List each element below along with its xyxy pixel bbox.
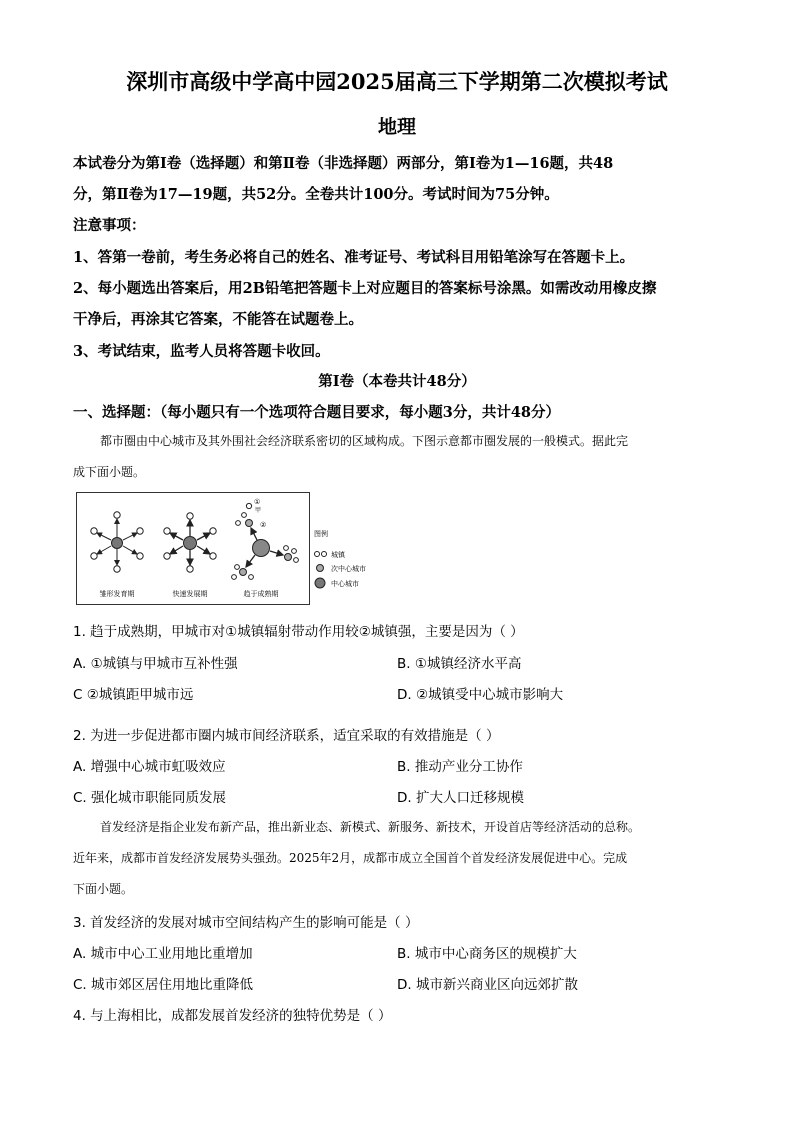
notice-2b: 干净后，再涂其它答案，不能答在试题卷上。 — [73, 311, 363, 328]
q3-stem: 3. 首发经济的发展对城市空间结构产生的影响可能是（ ） — [73, 915, 419, 931]
legend-center-symbol — [315, 578, 325, 588]
mark-1: ① — [254, 498, 261, 506]
q2-option-c: C. 强化城市职能同质发展 — [73, 790, 227, 806]
notice-1: 1、答第一卷前，考生务必将自己的姓名、准考证号、考试科目用铅笔涂写在答题卡上。 — [73, 249, 635, 266]
legend-town-symbol — [315, 552, 320, 557]
q3-option-c: C. 城市郊区居住用地比重降低 — [73, 977, 254, 993]
stage1-label: 雏形发育期 — [99, 590, 135, 598]
q2-option-a: A. 增强中心城市虹吸效应 — [73, 759, 226, 775]
legend-center: 中心城市 — [331, 580, 359, 588]
legend-town: 城镇 — [331, 551, 345, 559]
q1-option-b: B. ①城镇经济水平高 — [397, 656, 522, 672]
section-heading: 一、选择题：（每小题只有一个选项符合题目要求，每小题3分，共计48分） — [73, 404, 561, 421]
q2-stem: 2. 为进一步促进都市圈内城市间经济联系，适宜采取的有效措施是（ ） — [73, 728, 500, 744]
part1-heading: 第Ⅰ卷（本卷共计48分） — [318, 373, 476, 390]
passage2-line-3: 下面小题。 — [73, 882, 134, 896]
exam-title: 深圳市高级中学高中园2025届高三下学期第二次模拟考试 — [126, 69, 668, 94]
passage2-line-2: 近年来，成都市首发经济发展势头强劲。2025年2月，成都市成立全国首个首发经济发展促进中心。完成 — [73, 851, 628, 865]
stage3-diagram — [232, 503, 299, 579]
notice-2a: 2、每小题选出答案后，用2B铅笔把答题卡上对应题目的答案标号涂黑。如需改动用橡皮擦 — [73, 280, 657, 297]
q2-option-b: B. 推动产业分工协作 — [397, 759, 523, 775]
stage2-diagram — [164, 513, 216, 572]
legend-sub-symbol — [317, 565, 324, 572]
exam-subject: 地理 — [377, 116, 416, 138]
notice-title: 注意事项： — [73, 217, 146, 234]
intro-line-2: 分，第Ⅱ卷为17—19题，共52分。全卷共计100分。考试时间为75分钟。 — [73, 186, 559, 203]
q3-option-a: A. 城市中心工业用地比重增加 — [73, 946, 253, 962]
q3-option-d: D. 城市新兴商业区向远郊扩散 — [397, 977, 578, 993]
metro-area-figure — [76, 492, 310, 605]
legend-sub: 次中心城市 — [331, 565, 366, 573]
legend-title: 图例 — [314, 530, 328, 538]
intro-line-1: 本试卷分为第Ⅰ卷（选择题）和第Ⅱ卷（非选择题）两部分，第Ⅰ卷为1—16题，共48 — [73, 155, 614, 172]
mark-jia: 甲 — [255, 507, 262, 514]
passage1-line-1: 都市圈由中心城市及其外围社会经济联系密切的区域构成。下图示意都市圈发展的一般模式。据此完 — [100, 434, 629, 448]
mark-2: ② — [260, 521, 267, 529]
q4-stem: 4. 与上海相比，成都发展首发经济的独特优势是（ ） — [73, 1008, 392, 1024]
passage1-line-2: 成下面小题。 — [73, 465, 146, 479]
figure-legend — [312, 527, 382, 597]
q3-option-b: B. 城市中心商务区的规模扩大 — [397, 946, 577, 962]
stage2-label: 快速发展期 — [172, 590, 208, 598]
q2-option-d: D. 扩大人口迁移规模 — [397, 790, 524, 806]
stage1-diagram — [91, 512, 143, 572]
q1-stem: 1. 趋于成熟期，甲城市对①城镇辐射带动作用较②城镇强，主要是因为（ ） — [73, 624, 524, 640]
q1-option-c: C ②城镇距甲城市远 — [73, 687, 194, 703]
q1-option-d: D. ②城镇受中心城市影响大 — [397, 687, 564, 703]
metro-area-diagram — [77, 493, 309, 604]
passage2-line-1: 首发经济是指企业发布新产品，推出新业态、新模式、新服务、新技术，开设首店等经济活动的总称。 — [100, 820, 641, 834]
q1-option-a: A. ①城镇与甲城市互补性强 — [73, 656, 238, 672]
stage3-label: 趋于成熟期 — [243, 590, 279, 598]
notice-3: 3、考试结束，监考人员将答题卡收回。 — [73, 343, 330, 360]
